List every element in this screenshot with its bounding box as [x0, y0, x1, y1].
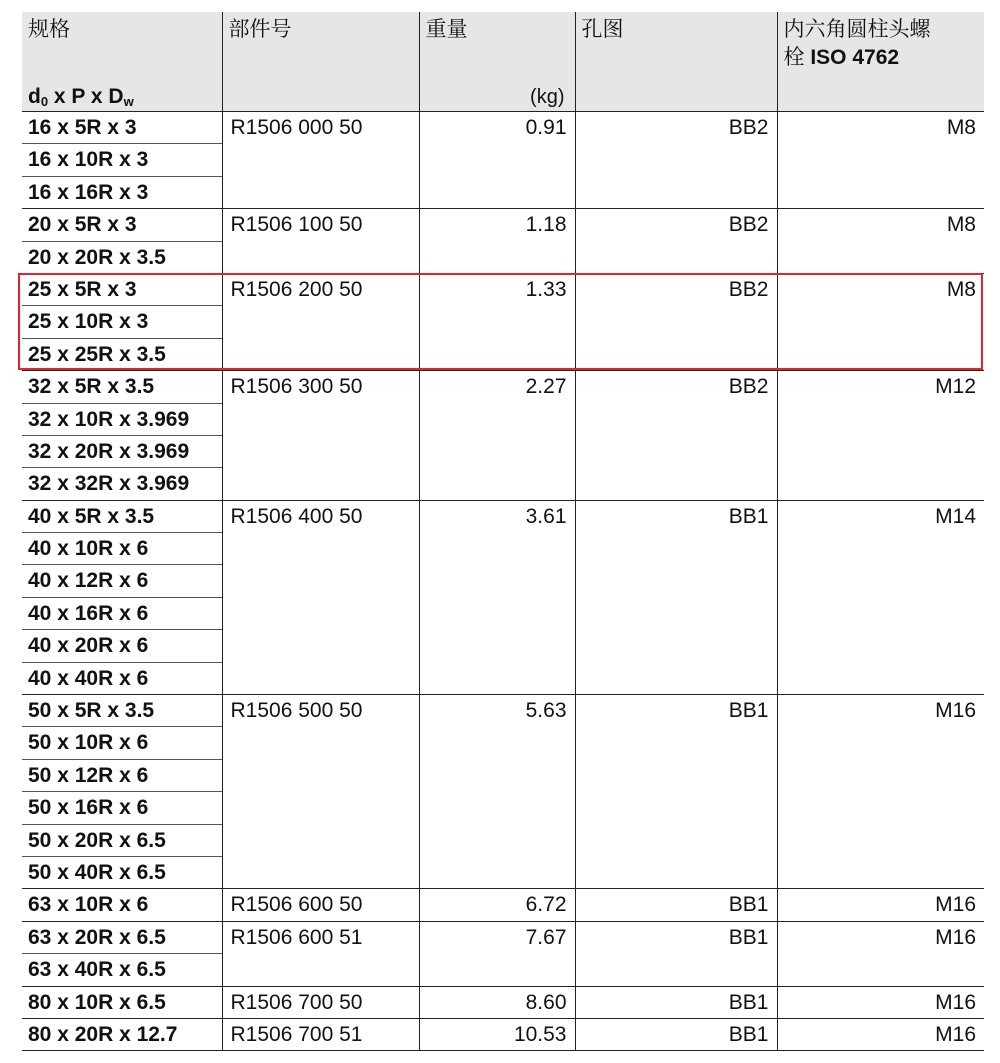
cell-hole: BB1: [575, 500, 777, 694]
cell-hole: BB1: [575, 889, 777, 921]
cell-hole: BB1: [575, 986, 777, 1018]
cell-screw: M16: [777, 986, 984, 1018]
cell-spec: 32 x 10R x 3.969: [22, 403, 222, 435]
table-body: [22, 112, 984, 1051]
cell-hole: BB2: [575, 371, 777, 501]
cell-spec: 25 x 25R x 3.5: [22, 338, 222, 370]
header-screw: 内六角圆柱头螺 栓 ISO 4762: [777, 12, 984, 112]
cell-spec: 16 x 16R x 3: [22, 176, 222, 208]
table-row: [22, 1018, 984, 1050]
cell-spec: 40 x 5R x 3.5: [22, 500, 222, 532]
cell-spec: 25 x 5R x 3: [22, 273, 222, 305]
cell-spec: 40 x 16R x 6: [22, 597, 222, 629]
cell-part-no: R1506 100 50: [222, 209, 419, 274]
cell-spec: 50 x 12R x 6: [22, 759, 222, 791]
header-weight: 重量 (kg): [419, 12, 575, 112]
cell-part-no: R1506 600 51: [222, 921, 419, 986]
cell-weight: 3.61: [419, 500, 575, 694]
cell-hole: BB1: [575, 695, 777, 889]
cell-spec: 32 x 20R x 3.969: [22, 435, 222, 467]
cell-screw: M8: [777, 209, 984, 274]
table-row: [22, 371, 984, 403]
cell-part-no: R1506 200 50: [222, 273, 419, 370]
cell-spec: 80 x 20R x 12.7: [22, 1018, 222, 1050]
header-spec: [22, 12, 222, 112]
cell-screw: M16: [777, 889, 984, 921]
header-weight-unit: (kg): [530, 86, 565, 108]
cell-spec: 50 x 40R x 6.5: [22, 856, 222, 888]
cell-spec: 50 x 5R x 3.5: [22, 695, 222, 727]
cell-weight: 1.18: [419, 209, 575, 274]
cell-screw: M14: [777, 500, 984, 694]
cell-part-no: R1506 600 50: [222, 889, 419, 921]
cell-screw: M8: [777, 273, 984, 370]
cell-part-no: R1506 000 50: [222, 112, 419, 209]
table-row: [22, 112, 984, 144]
cell-screw: M16: [777, 921, 984, 986]
cell-hole: BB2: [575, 112, 777, 209]
cell-screw: M16: [777, 1018, 984, 1050]
cell-spec: 63 x 20R x 6.5: [22, 921, 222, 953]
cell-weight: 10.53: [419, 1018, 575, 1050]
header-spec-label: 规格: [28, 18, 70, 41]
cell-hole: BB1: [575, 921, 777, 986]
table-row: [22, 986, 984, 1018]
cell-weight: 0.91: [419, 112, 575, 209]
table-header: [22, 12, 984, 112]
cell-spec: 63 x 40R x 6.5: [22, 954, 222, 986]
table-row: [22, 921, 984, 953]
cell-spec: 80 x 10R x 6.5: [22, 986, 222, 1018]
cell-weight: 8.60: [419, 986, 575, 1018]
cell-spec: 32 x 32R x 3.969: [22, 468, 222, 500]
table-row: [22, 273, 984, 305]
table-row: [22, 695, 984, 727]
cell-spec: 32 x 5R x 3.5: [22, 371, 222, 403]
cell-spec: 20 x 5R x 3: [22, 209, 222, 241]
header-spec-formula: $d_0$ x P x $D_w$: [28, 85, 134, 109]
cell-spec: 20 x 20R x 3.5: [22, 241, 222, 273]
cell-spec: 40 x 20R x 6: [22, 630, 222, 662]
cell-part-no: R1506 500 50: [222, 695, 419, 889]
spec-table: [22, 12, 984, 1051]
cell-part-no: R1506 700 51: [222, 1018, 419, 1050]
header-hole: 孔图: [575, 12, 777, 112]
cell-weight: 7.67: [419, 921, 575, 986]
cell-spec: 16 x 5R x 3: [22, 112, 222, 144]
cell-spec: 40 x 40R x 6: [22, 662, 222, 694]
cell-hole: BB2: [575, 209, 777, 274]
cell-hole: BB1: [575, 1018, 777, 1050]
cell-weight: 1.33: [419, 273, 575, 370]
cell-part-no: R1506 700 50: [222, 986, 419, 1018]
cell-weight: 2.27: [419, 371, 575, 501]
cell-spec: 50 x 10R x 6: [22, 727, 222, 759]
table-row: [22, 500, 984, 532]
cell-spec: 63 x 10R x 6: [22, 889, 222, 921]
cell-weight: 5.63: [419, 695, 575, 889]
cell-spec: 40 x 10R x 6: [22, 533, 222, 565]
cell-screw: M16: [777, 695, 984, 889]
cell-part-no: R1506 400 50: [222, 500, 419, 694]
table-row: [22, 209, 984, 241]
cell-weight: 6.72: [419, 889, 575, 921]
cell-spec: 50 x 16R x 6: [22, 792, 222, 824]
cell-screw: M12: [777, 371, 984, 501]
table-row: [22, 889, 984, 921]
cell-spec: 50 x 20R x 6.5: [22, 824, 222, 856]
spec-table-wrapper: [22, 12, 984, 1051]
cell-hole: BB2: [575, 273, 777, 370]
cell-spec: 16 x 10R x 3: [22, 144, 222, 176]
cell-part-no: R1506 300 50: [222, 371, 419, 501]
header-part-no: 部件号: [222, 12, 419, 112]
cell-spec: 25 x 10R x 3: [22, 306, 222, 338]
cell-screw: M8: [777, 112, 984, 209]
cell-spec: 40 x 12R x 6: [22, 565, 222, 597]
